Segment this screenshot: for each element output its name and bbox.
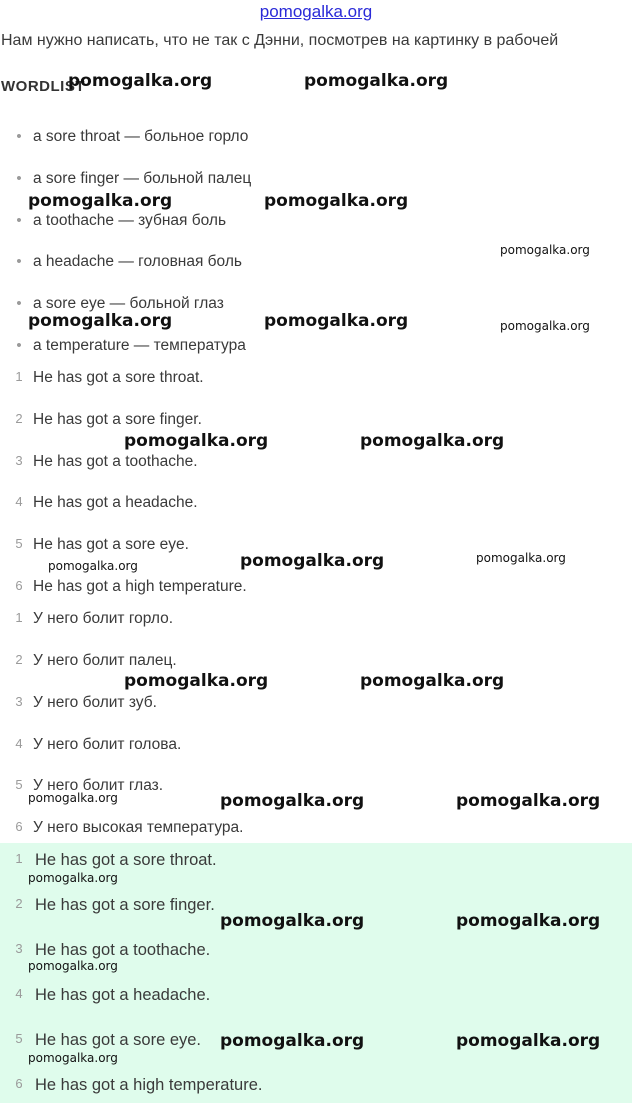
item-number: 4 xyxy=(15,736,23,751)
watermark: pomogalka.org xyxy=(124,431,269,451)
intro-text: Нам нужно написать, что не так с Дэнни, посмотрев на картинку в рабочей xyxy=(1,32,559,49)
wordlist-item-text: a sore finger — больной палец xyxy=(33,170,252,187)
wordlist-item-text: a sore throat — больное горло xyxy=(33,128,249,145)
watermark: pomogalka.org xyxy=(456,1031,601,1051)
watermark: pomogalka.org xyxy=(28,311,173,331)
watermark: pomogalka.org xyxy=(456,791,601,811)
watermark: pomogalka.org xyxy=(28,1051,118,1065)
item-text: He has got a sore eye. xyxy=(35,1031,202,1049)
item-text: He has got a headache. xyxy=(35,986,211,1004)
watermark: pomogalka.org xyxy=(220,1031,365,1051)
site-link[interactable]: pomogalka.org xyxy=(259,2,373,21)
wordlist-heading: WORDLIST xyxy=(1,78,85,95)
bullet-icon: • xyxy=(16,212,22,229)
item-number: 4 xyxy=(15,494,23,509)
watermark: pomogalka.org xyxy=(220,911,365,931)
item-text: У него болит глаз. xyxy=(33,777,164,794)
wordlist-item-text: a headache — головная боль xyxy=(33,253,242,270)
item-number: 3 xyxy=(15,694,23,709)
item-text: У него болит палец. xyxy=(33,652,177,669)
item-number: 6 xyxy=(15,819,23,834)
item-text: У него высокая температура. xyxy=(33,819,244,836)
wordlist-item-text: a toothache — зубная боль xyxy=(33,212,227,229)
watermark: pomogalka.org xyxy=(304,71,449,91)
item-number: 1 xyxy=(15,851,23,866)
item-number: 6 xyxy=(15,1076,23,1091)
item-number: 5 xyxy=(15,536,23,551)
item-text: He has got a sore throat. xyxy=(33,369,204,386)
bullet-icon: • xyxy=(16,253,22,270)
item-number: 5 xyxy=(15,1031,23,1046)
watermark: pomogalka.org xyxy=(264,191,409,211)
wordlist-item-text: a temperature — температура xyxy=(33,337,246,354)
watermark: pomogalka.org xyxy=(456,911,601,931)
watermark: pomogalka.org xyxy=(68,71,213,91)
watermark: pomogalka.org xyxy=(28,871,118,885)
item-number: 1 xyxy=(15,369,23,384)
item-number: 1 xyxy=(15,610,23,625)
watermark: pomogalka.org xyxy=(28,191,173,211)
watermark: pomogalka.org xyxy=(264,311,409,331)
watermark: pomogalka.org xyxy=(124,671,269,691)
bullet-icon: • xyxy=(16,337,22,354)
item-number: 6 xyxy=(15,578,23,593)
item-text: He has got a sore finger. xyxy=(35,896,215,914)
watermark: pomogalka.org xyxy=(240,551,385,571)
item-text: He has got a sore eye. xyxy=(33,536,189,553)
watermark: pomogalka.org xyxy=(28,791,118,805)
bullet-icon: • xyxy=(16,295,22,312)
item-number: 3 xyxy=(15,453,23,468)
item-text: He has got a high temperature. xyxy=(33,578,247,595)
item-text: He has got a toothache. xyxy=(35,941,211,959)
watermark: pomogalka.org xyxy=(48,559,138,573)
watermark: pomogalka.org xyxy=(28,959,118,973)
item-number: 5 xyxy=(15,777,23,792)
item-number: 2 xyxy=(15,411,23,426)
bullet-icon: • xyxy=(16,170,22,187)
bullet-icon: • xyxy=(16,128,22,145)
item-text: У него болит горло. xyxy=(33,610,174,627)
item-text: У него болит зуб. xyxy=(33,694,157,711)
wordlist-item-text: a sore eye — больной глаз xyxy=(33,295,224,312)
watermark: pomogalka.org xyxy=(500,319,590,333)
item-text: У него болит голова. xyxy=(33,736,182,753)
item-number: 2 xyxy=(15,652,23,667)
item-text: He has got a sore throat. xyxy=(35,851,217,869)
item-text: He has got a toothache. xyxy=(33,453,198,470)
watermark: pomogalka.org xyxy=(220,791,365,811)
watermark: pomogalka.org xyxy=(476,551,566,565)
item-text: He has got a headache. xyxy=(33,494,198,511)
item-number: 3 xyxy=(15,941,23,956)
item-text: He has got a high temperature. xyxy=(35,1076,263,1094)
item-number: 4 xyxy=(15,986,23,1001)
item-text: He has got a sore finger. xyxy=(33,411,202,428)
item-number: 2 xyxy=(15,896,23,911)
watermark: pomogalka.org xyxy=(500,243,590,257)
watermark: pomogalka.org xyxy=(360,671,505,691)
watermark: pomogalka.org xyxy=(360,431,505,451)
